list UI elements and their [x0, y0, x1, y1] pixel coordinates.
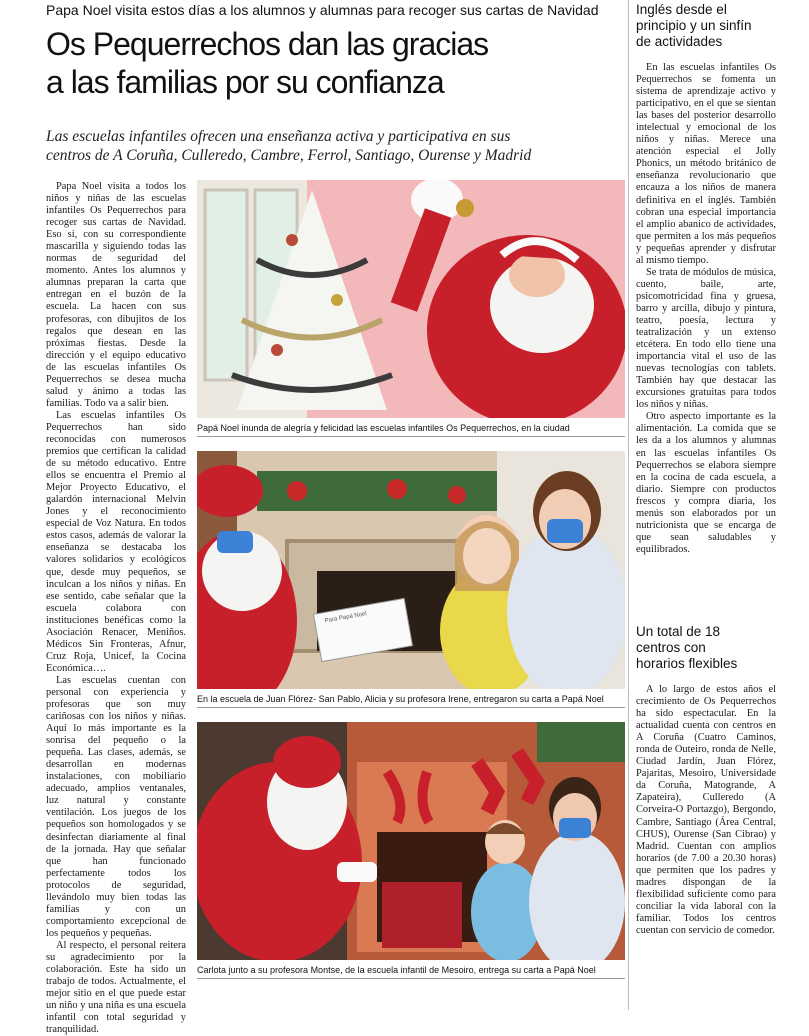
body-paragraph-2: Las escuelas infantiles Os Pequerrechos han sido reconocidas con numerosos premios que certifican la calidad de su método educativo. Entre ellos se encuentra el Premio al Mejor Proyecto Educativo, el galardón internacional Melvin Jones y el reconocimiento especial de Voz Natura. En todos estos casos, además de valorar la enseñanza se destacaba los valores solidarios y ecológicos que, desde muy pequeños, se inculcan a los niños y niñas. En ese sentido, cabe señalar que la escuela colabora con instituciones benéficas como la Asociación Renacer, Meniños. Médicos Sin Fronteras, Afnur, Cruz Roja, Unicef, la Cocina Económica…. — [46, 409, 186, 674]
column-divider — [628, 0, 629, 1010]
sidebar-body-centers — [636, 684, 776, 937]
photo-3-caption: Carlota junto a su profesora Montse, de la escuela infantil de Mesoiro, entrega su carta a Papá Noel — [197, 965, 625, 979]
photo-carlota-letter — [197, 722, 625, 960]
sidebar-section-english — [636, 2, 776, 556]
photo-alicia-letter — [197, 451, 625, 689]
sidebar-paragraph: Otro aspecto importante es la alimentación. La comida que se les da a los alumnos y alumnas en las escuelas infantiles Os Pequerrechos se elabora siempre en la cocina de cada escuela, a diario. Siempre con productos frescos y compra diaria, los menús son elaborados por un nutricionista que se encarga de que sean saludables y equilibrados. — [636, 411, 776, 555]
heading-line: principio y un sinfín — [636, 18, 752, 33]
article-body — [46, 181, 186, 1036]
headline-line-2: a las familias por su confianza — [46, 64, 444, 100]
article-headline — [46, 25, 626, 101]
heading-line: Un total de 18 — [636, 624, 721, 639]
subheadline-line-2: centros de A Coruña, Culleredo, Cambre, Ferrol, Santiago, Ourense y Madrid — [46, 147, 532, 164]
sidebar-heading-centers — [636, 624, 776, 672]
heading-line: Inglés desde el — [636, 2, 727, 17]
body-paragraph-1: Papa Noel visita a todos los niños y niñas de las escuelas infantiles Os Pequerrechos para recoger sus cartas de Navidad. Eso sí, con su correspondiente mascarilla y siguiendo todas las normas de seguridad del momento. Antes los alumnos y alumnas preparan la carta que entregan en el buzón de la escuela. La hacen con sus profesoras, con dibujitos de los regalos que desean en las próximas fiestas. Desde la dirección y el equipo educativo de las escuelas infantiles Os Pequerrechos se desea mucha salud y ánimo a todas las familias. Todo va a salir bien. — [46, 181, 186, 409]
sidebar-heading-english — [636, 2, 776, 50]
sidebar-paragraph: En las escuelas infantiles Os Pequerrechos se fomenta un sistema de aprendizaje activo y participativo, en el que se sientan las bases del posterior desarrollo intelectual y emocional de los niños y niñas. Merece una atención especial el Jolly Phonics, un método británico de enseñanza revolucionario que encauza a los niños de manera definitiva en el inglés. También cobran una especial importancia el amplio abanico de actividades, que permiten a los más pequeños y pequeñas aprender y disfrutar al mismo tiempo. — [636, 62, 776, 266]
heading-line: horarios flexibles — [636, 656, 738, 671]
sidebar-section-centers — [636, 624, 776, 937]
heading-line: de actividades — [636, 34, 723, 49]
headline-line-1: Os Pequerrechos dan las gracias — [46, 26, 489, 62]
letter-text: Para Papá Noel — [324, 611, 368, 625]
body-paragraph-4: Al respecto, el personal reitera su agradecimiento por la colaboración. Este ha sido un trabajo de todos. Actualmente, el mejor sitio en el que puede estar un niño y una niña es una escuela infantil con total seguridad y tranquilidad. — [46, 939, 186, 1036]
photo-2-caption: En la escuela de Juan Flórez- San Pablo, Alicia y su profesora Irene, entregaron su carta a Papá Noel — [197, 694, 625, 708]
article-kicker: Papa Noel visita estos días a los alumnos y alumnas para recoger sus cartas de Navidad — [46, 2, 599, 18]
article-subheadline — [46, 127, 626, 165]
subheadline-line-1: Las escuelas infantiles ofrecen una enseñanza activa y participativa en sus — [46, 128, 511, 145]
sidebar-body-english — [636, 62, 776, 556]
sidebar-paragraph: Se trata de módulos de música, cuento, baile, arte, psicomotricidad fina y gruesa, barro y arcilla, dibujo y pintura, teatro, poesía, lectura y teatralización y un extenso etcétera. En todo ello tiene una importancia vital el uso de las nuevas tecnologías con tablets. También hay que destacar las excursiones gratuitas para todos los niños y niñas. — [636, 266, 776, 411]
heading-line: centros con — [636, 640, 706, 655]
body-paragraph-3: Las escuelas cuentan con personal con experiencia y profesoras que son muy cariñosas con los niños y niñas. Aquí lo más importante es la sonrisa del pequeño o la pequeña. Las clases, además, se desarrollan en modernas instalaciones, con mobiliario adecuado, amplios ventanales, luz natural y constante ventilación. Los juegos de los pequeños son homologados y se desinfectan diariamente al final de la jornada. Hay que señalar que han funcionado perfectamente todos los protocolos de seguridad, llevándolo muy bien todas las familias y con un comportamiento excepcional de los pequeños y pequeñas. — [46, 674, 186, 939]
photo-santa-tree — [197, 180, 625, 418]
photo-1-caption: Papá Noel inunda de alegría y felicidad las escuelas infantiles Os Pequerrechos, en la ciudad — [197, 423, 625, 437]
sidebar-paragraph: A lo largo de estos años el crecimiento de Os Pequerrechos ha sido espectacular. En la actualidad cuenta con centros en A Coruña (Cuatro Caminos, ronda de Outeiro, ronda de Nelle, Ciudad Jardín, Juan Flórez, Pajaritas, Mesoiro, Universidade da Coruña, Matogrande, A Zapateira), Culleredo (A Corveira-O Portazgo), Bergondo, Cambre, Santiago (Área Central, CHUS), Ourense (San Cibrao) y Madrid. Cuentan con amplios horarios (de 7.00 a 20.30 horas) que permiten que los padres y madres dispongan de la flexibilidad suficiente como para conciliar la vida laboral con la familiar. Todos los centros cuentan con servicio de comedor. — [636, 684, 776, 936]
